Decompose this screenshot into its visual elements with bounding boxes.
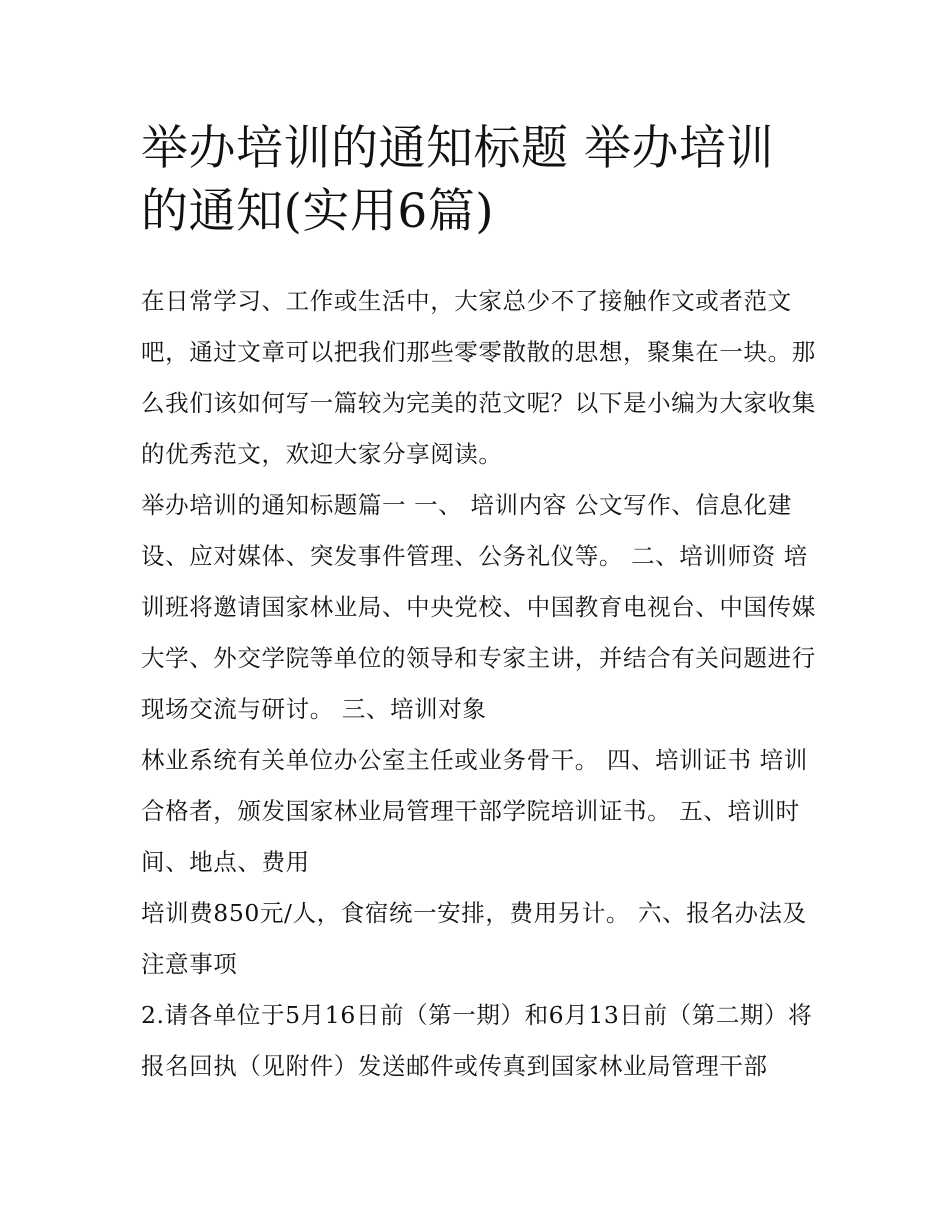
paragraph-registration: 2.请各单位于5月16日前（第一期）和6月13日前（第二期）将报名回执（见附件）发送邮件或传真到国家林业局管理干部 <box>141 1001 813 1080</box>
paragraph-training-certificate: 林业系统有关单位办公室主任或业务骨干。 四、培训证书 培训合格者，颁发国家林业局管理干部学院培训证书。 五、培训时间、地点、费用 <box>141 746 808 876</box>
paragraph-training-fee: 培训费850元/人，食宿统一安排，费用另计。 六、报名办法及注意事项 <box>141 899 807 978</box>
document-title: 举办培训的通知标题 举办培训的通知(实用6篇) <box>141 121 774 239</box>
paragraph-intro: 在日常学习、工作或生活中，大家总少不了接触作文或者范文吧，通过文章可以把我们那些零零散散的思想，聚集在一块。那么我们该如何写一篇较为完美的范文呢？以下是小编为大家收集的优秀范文，欢迎大家分享阅读。 <box>141 287 816 468</box>
document-body <box>141 276 821 1092</box>
paragraph-training-content: 举办培训的通知标题篇一 一、 培训内容 公文写作、信息化建设、应对媒体、突发事件管理、公务礼仪等。 二、培训师资 培训班将邀请国家林业局、中央党校、中国教育电视台、中国传媒大学、外交学院等单位的领导和专家主讲，并结合有关问题进行现场交流与研讨。 三、培训对象 <box>141 491 816 723</box>
